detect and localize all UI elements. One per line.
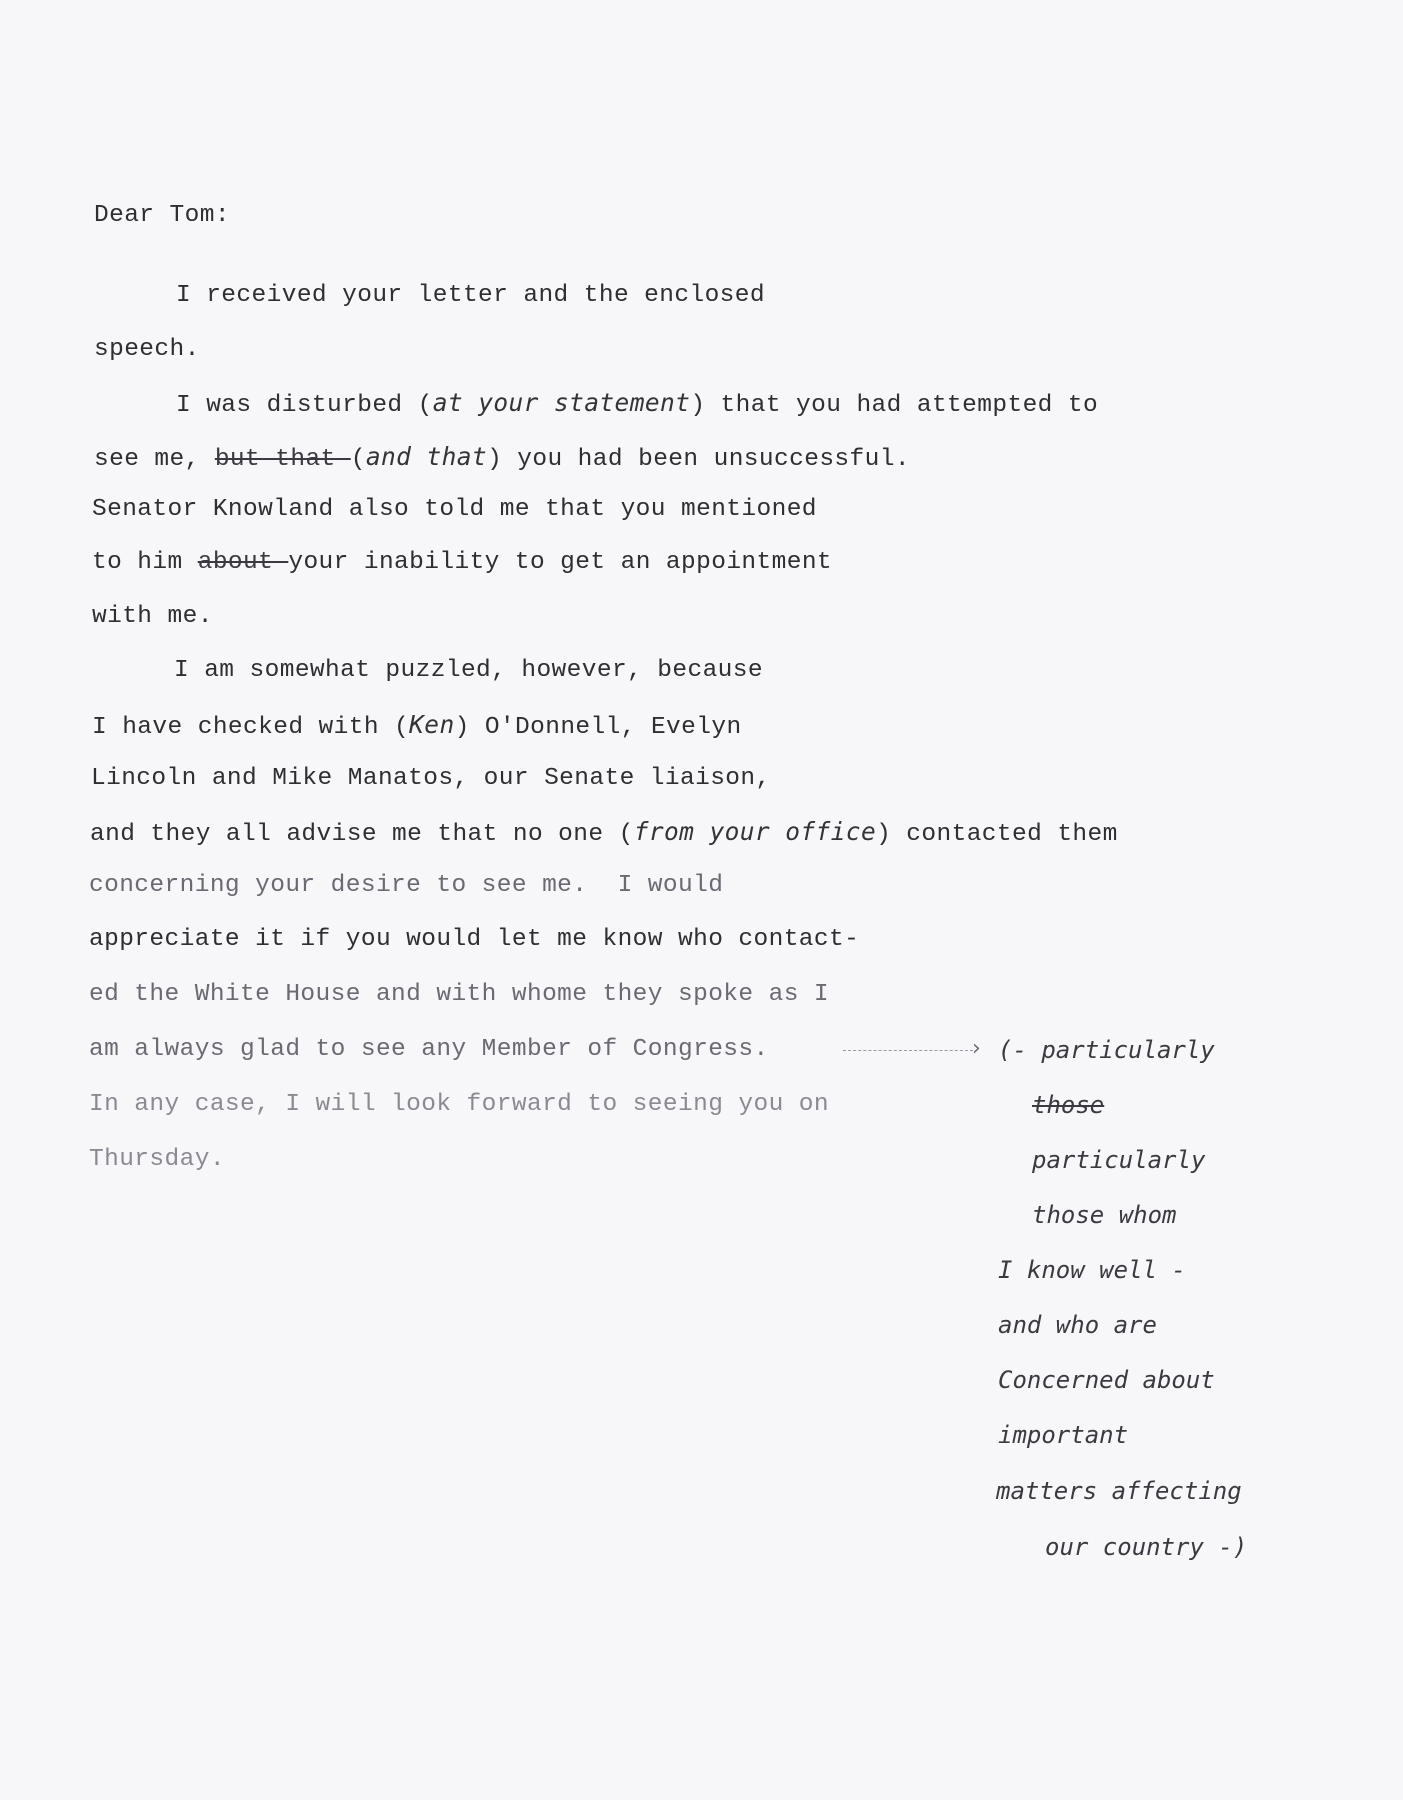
text-run: see me,	[94, 446, 215, 473]
margin-note-line-7: Concerned about	[998, 1366, 1215, 1394]
paragraph-3-line-5: concerning your desire to see me. I would	[89, 872, 724, 899]
margin-note-line-6: and who are	[998, 1311, 1157, 1339]
paragraph-2-line-5: with me.	[92, 603, 213, 630]
paragraph-2-line-1	[176, 388, 1098, 421]
insertion-arrow-line	[843, 1050, 973, 1051]
paragraph-3-line-10: Thursday.	[89, 1146, 225, 1173]
text-run: ) contacted them	[876, 821, 1118, 848]
inserted-text: from your office	[633, 817, 877, 846]
text-run: I have checked with (	[92, 714, 410, 741]
paragraph-3-line-7: ed the White House and with whome they spoke as I	[89, 981, 830, 1008]
text-run: ) that you had attempted to	[690, 392, 1099, 419]
paragraph-2-line-4	[92, 548, 832, 578]
margin-note-line-10: our country -)	[1045, 1533, 1248, 1561]
inserted-text: Ken	[409, 710, 455, 739]
margin-note-line-9: matters affecting	[996, 1477, 1242, 1505]
margin-note-line-2: those	[1032, 1091, 1105, 1119]
insertion-arrow-icon: ›	[972, 1036, 981, 1061]
text-run: and they all advise me that no one (	[90, 821, 634, 848]
paragraph-3-line-2	[92, 710, 742, 743]
paragraph-3-line-4	[90, 817, 1118, 850]
paragraph-3-line-6: appreciate it if you would let me know who contact-	[89, 926, 860, 953]
margin-note-line-1: (- particularly	[998, 1036, 1215, 1064]
text-run: ) you had been unsuccessful.	[487, 446, 910, 473]
text-run: ) O'Donnell, Evelyn	[454, 714, 742, 741]
paragraph-3-line-9: In any case, I will look forward to seeing you on	[89, 1091, 830, 1118]
paragraph-1-line-2: speech.	[94, 336, 200, 363]
paragraph-3-line-3: Lincoln and Mike Manatos, our Senate liaison,	[91, 765, 771, 792]
text-run: (	[350, 446, 366, 473]
paragraph-3-line-8: am always glad to see any Member of Congress.	[89, 1036, 769, 1063]
paragraph-1-line-1: I received your letter and the enclosed	[176, 282, 765, 309]
text-run: to him	[92, 549, 198, 576]
margin-note-line-5: I know well -	[998, 1256, 1186, 1284]
text-run: your inability to get an appointment	[288, 549, 833, 576]
paragraph-3-line-1: I am somewhat puzzled, however, because	[174, 657, 763, 684]
margin-note-line-3: particularly	[1032, 1146, 1206, 1174]
paragraph-2-line-2	[94, 442, 910, 475]
struck-text: about	[197, 549, 289, 576]
salutation: Dear Tom:	[94, 202, 230, 229]
paragraph-2-line-3: Senator Knowland also told me that you mentioned	[92, 496, 817, 523]
inserted-text: and that	[365, 442, 488, 471]
inserted-text: at your statement	[432, 388, 691, 417]
text-run: I was disturbed (	[176, 392, 433, 419]
margin-note-line-8: important	[998, 1421, 1129, 1449]
margin-note-line-4: those whom	[1032, 1201, 1177, 1229]
struck-text: but that	[214, 446, 351, 473]
